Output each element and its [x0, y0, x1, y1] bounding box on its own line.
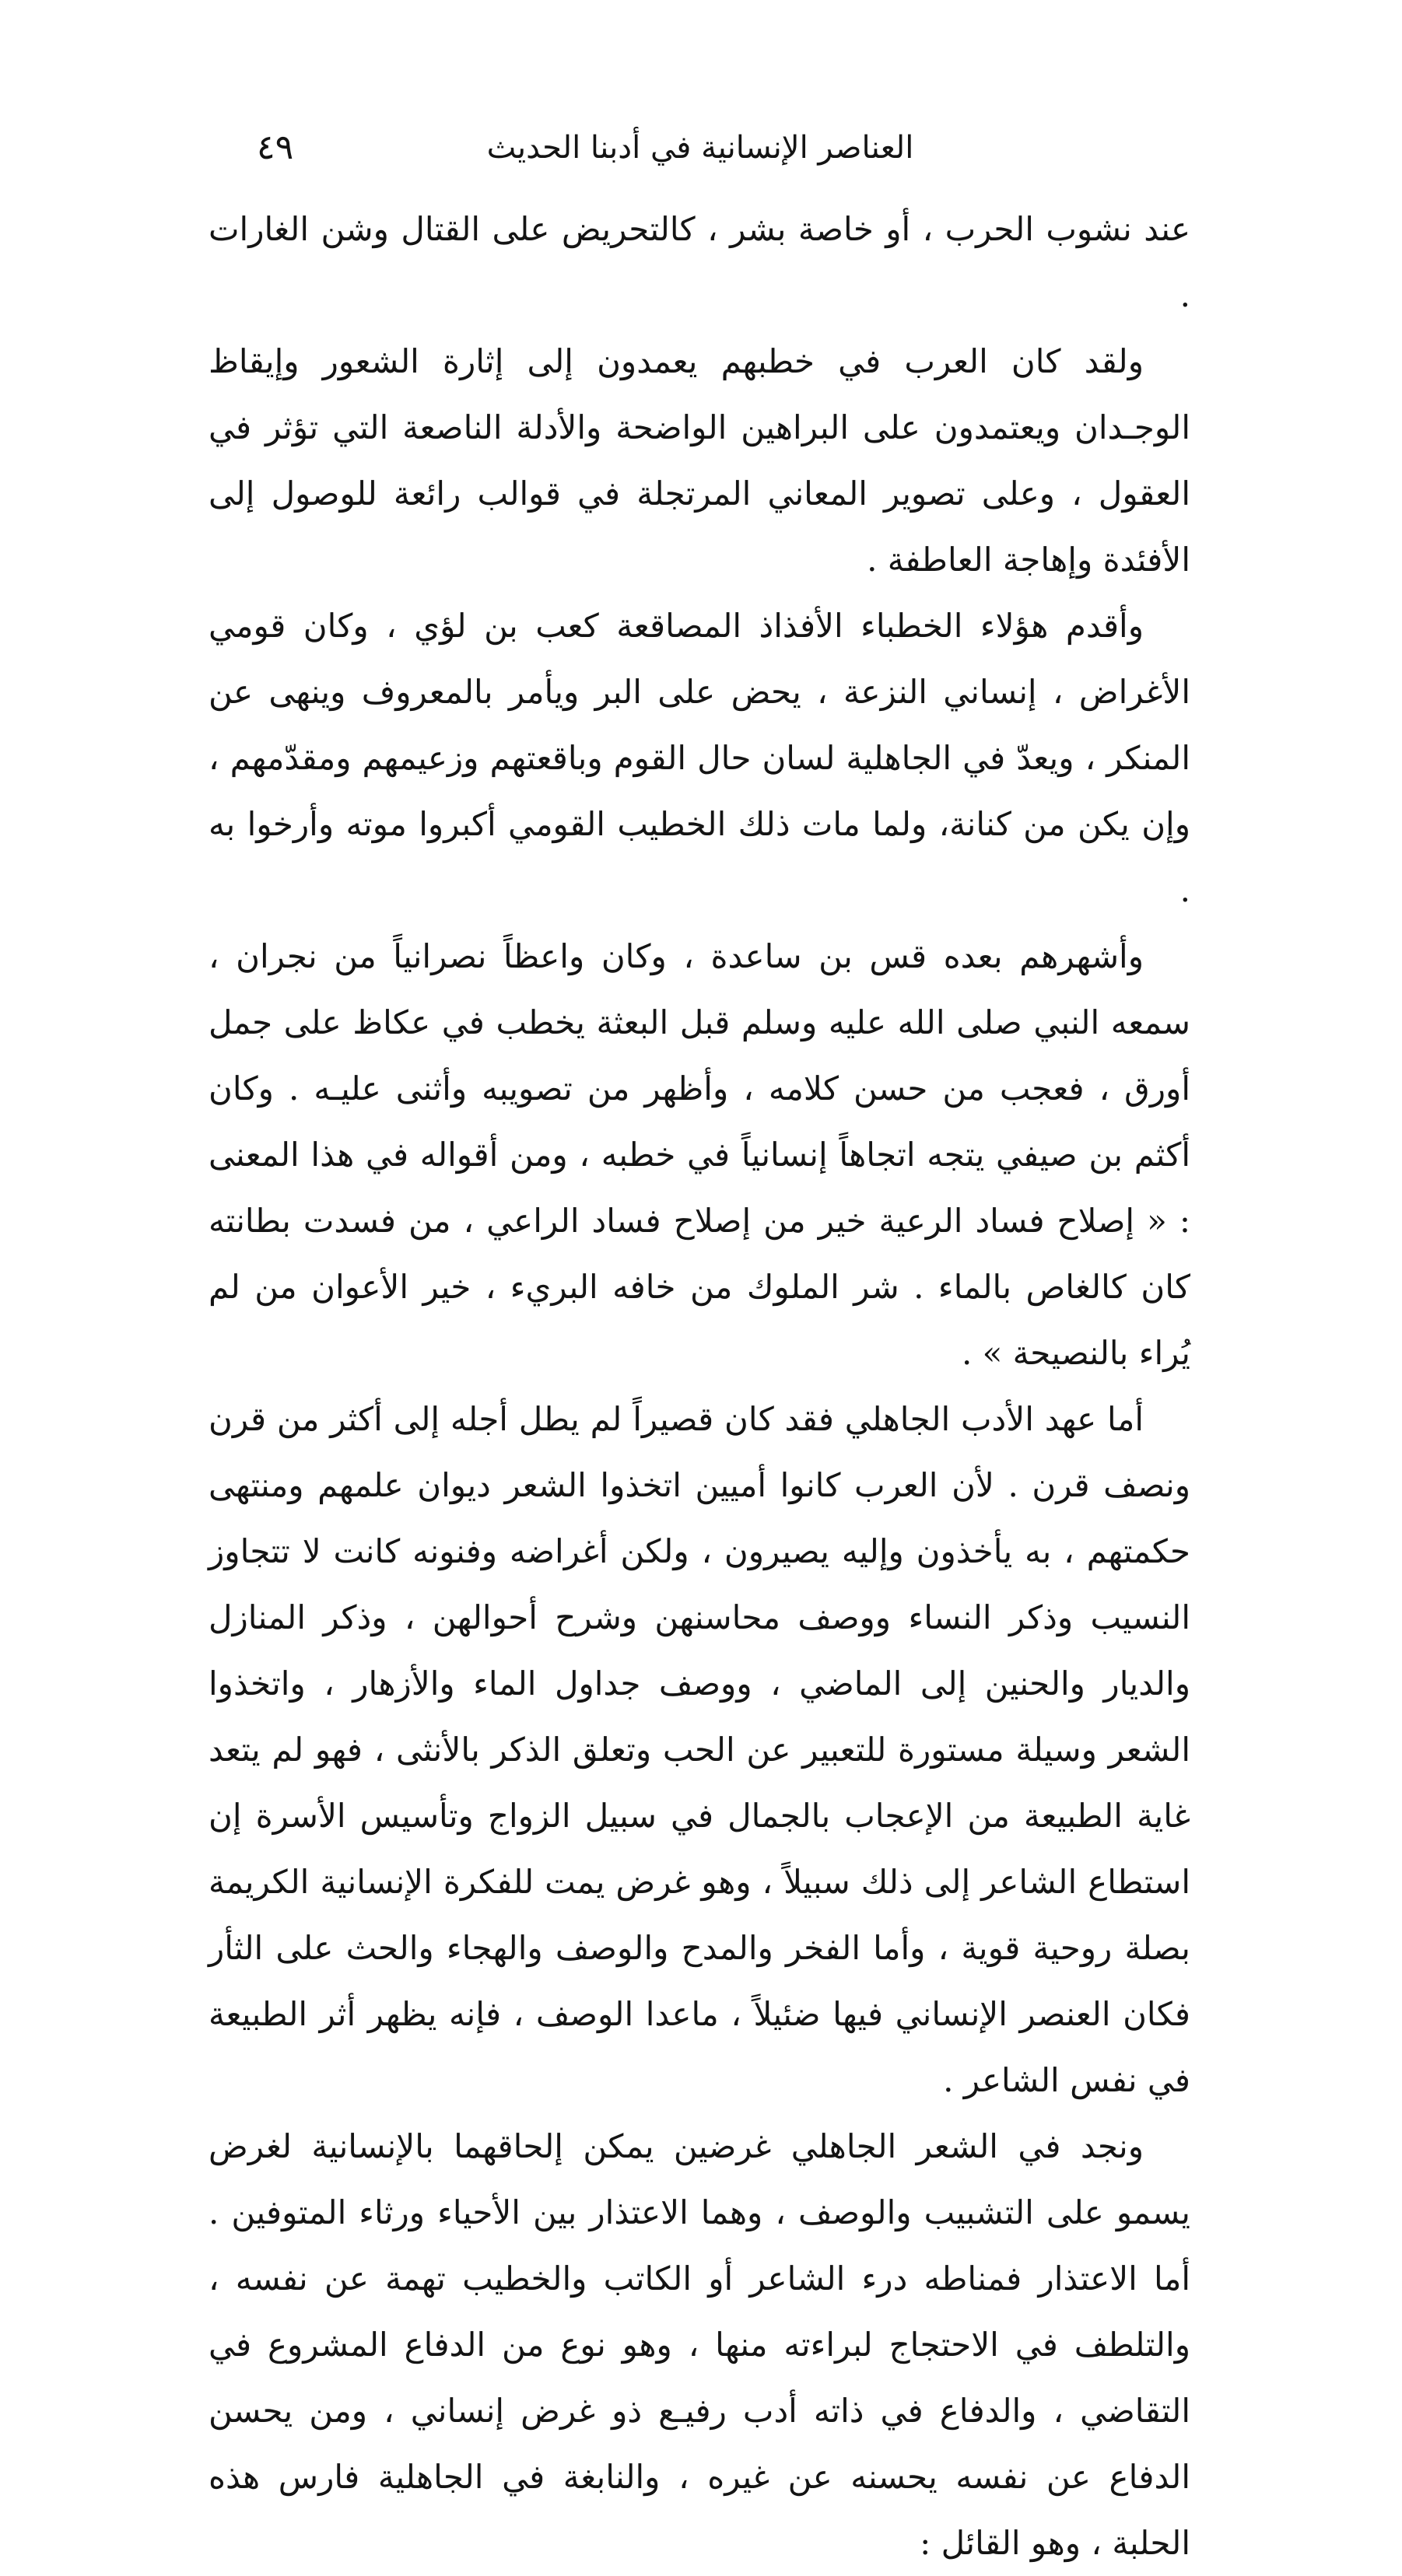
running-title: العناصر الإنسانية في أدبنا الحديث [486, 130, 914, 166]
paragraph-kaab-bin-luay: وأقدم هؤلاء الخطباء الأفذاذ المصاقعة كعب بن لؤي ، وكان قومي الأغراض ، إنساني النزعة ، يحض على البر ويأمر بالمعروف وينهى عن المنكر ، ويعدّ في الجاهلية لسان حال القوم وباقعتهم وزعيمهم ومقدّمهم ، وإن يكن من كنانة، ولما مات ذلك الخطيب القومي أكبروا موته وأرخوا به . [209, 607, 1190, 909]
paragraph-apology-elegy: ونجد في الشعر الجاهلي غرضين يمكن إلحاقهما بالإنسانية لغرض يسمو على التشبيب والوصف ، وهما الاعتذار بين الأحياء ورثاء المتوفين . أما الاعتذار فمناطه درء الشاعر أو الكاتب والخطيب تهمة عن نفسه ، والتلطف في الاحتجاج لبراءته منها ، وهو نوع من الدفاع المشروع في التقاضي ، والدفاع في ذاته أدب رفيـع ذو غرض إنساني ، ومن يحسن الدفاع عن نفسه يحسنه عن غيره ، والنابغة في الجاهلية فارس هذه الحلبة ، وهو القائل : [209, 2127, 1190, 2562]
page-number: ٤٩ [257, 128, 294, 167]
paragraph-continuation: عند نشوب الحرب ، أو خاصة بشر ، كالتحريض على القتال وشن الغارات . [209, 210, 1190, 314]
paragraph-pre-islamic-poetry: أما عهد الأدب الجاهلي فقد كان قصيراً لم يطل أجله إلى أكثر من قرن ونصف قرن . لأن العرب كانوا أميين اتخذوا الشعر ديوان علمهم ومنتهى حكمتهم ، به يأخذون وإليه يصيرون ، ولكن أغراضه وفنونه كانت لا تتجاوز النسيب وذكر النساء ووصف محاسنهن وشرح أحوالهن ، وذكر المنازل والديار والحنين إلى الماضي ، ووصف جداول الماء والأزهار ، واتخذوا الشعر وسيلة مستورة للتعبير عن الحب وتعلق الذكر بالأنثى ، فهو لم يتعد غاية الطبيعة من الإعجاب بالجمال في سبيل الزواج وتأسيس الأسرة إن استطاع الشاعر إلى ذلك سبيلاً ، وهو غرض يمت للفكرة الإنسانية الكريمة بصلة روحية قوية ، وأما الفخر والمدح والوصف والهجاء والحث على الثأر فكان العنصر الإنساني فيها ضئيلاً ، ماعدا الوصف ، فإنه يظهر أثر الطبيعة في نفس الشاعر . [209, 1400, 1190, 2099]
page-header [210, 117, 1190, 179]
paragraph-quss-bin-saida: وأشهرهم بعده قس بن ساعدة ، وكان واعظاً نصرانياً من نجران ، سمعه النبي صلى الله عليه وسلم قبل البعثة يخطب في عكاظ على جمل أورق ، فعجب من حسن كلامه ، وأظهر من تصويبه وأثنى عليـه . وكان أكثم بن صيفي يتجه اتجاهاً إنسانياً في خطبه ، ومن أقواله في هذا المعنى : « إصلاح فساد الرعية خير من إصلاح فساد الراعي ، من فسدت بطانته كان كالغاص بالماء . شر الملوك من خافه البريء ، خير الأعوان من لم يُراء بالنصيحة » . [209, 937, 1190, 1372]
page-body [209, 196, 1190, 2576]
paragraph-arab-orators: ولقد كان العرب في خطبهم يعمدون إلى إثارة الشعور وإيقاظ الوجـدان ويعتمدون على البراهين الواضحة والأدلة الناصعة التي تؤثر في العقول ، وعلى تصوير المعاني المرتجلة في قوالب رائعة للوصول إلى الأفئدة وإهاجة العاطفة . [209, 342, 1190, 579]
